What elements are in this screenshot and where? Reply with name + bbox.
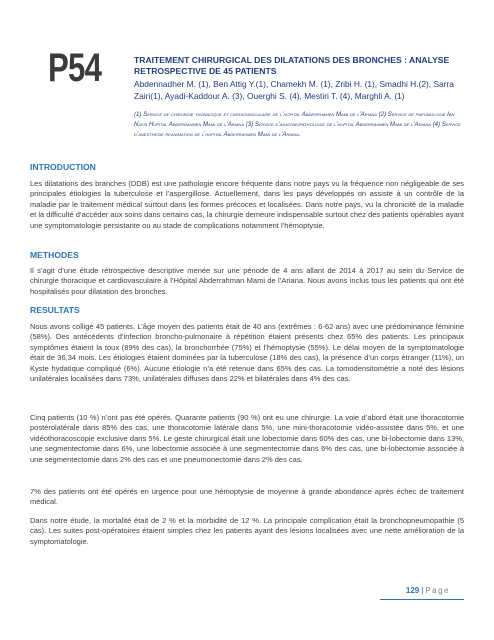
results-paragraph-4: Dans notre étude, la mortalité était de 2 % et la morbidité de 12 %. La principale complication était la bronchopneumopathie (5 cas). Les suites post-opératoires étaient simples chez les patients ayant des lésions localisées avec une nette amélioration de la symptomatologie. <box>30 516 464 546</box>
section-heading-results: RESULTATS <box>30 305 80 315</box>
introduction-paragraph: Les dilatations des branches (DDB) est une pathologie encore fréquente dans notre pays vu la fréquence non négligeable de ses principales étiologies la tuberculose et l’aspergillose. Actuellement, dans les pays développés on assiste à un contrôle de la maladie par le traitement médical surtout dans les formes précoces et localisées. Dans notre pays, vu la chronicité de la maladie et la difficulté d’accéder aux soins dans certains cas, la chirurgie demeure indispensable surtout chez des patients opérables ayant une symptomatologie persistante ou au stade de complications notamment l’hémoptysie. <box>30 179 464 230</box>
methods-paragraph: Il s’agit d’une étude rétrospective descriptive menée sur une période de 4 ans allant de 2014 à 2017 au sein du Service de chirurgie thoracique et cardiovasculaire à l’Hôpital Abderrahman Mami de l’Ariana. Nous avons inclus tous les patients qui ont été hospitalisés pour dilatation des bronches. <box>30 266 464 296</box>
section-heading-methods: METHODES <box>30 250 79 260</box>
abstract-code: P54 <box>48 46 102 90</box>
page-label: Page <box>425 586 450 595</box>
results-paragraph-3: 7% des patients ont été opérés en urgence pour une hémoptysie de moyenne à grande abondance après échec de traitement médical. <box>30 487 464 507</box>
results-paragraph-2: Cinq patients (10 %) n’ont pas été opérés. Quarante patients (90 %) ont eu une chirurgie. La voie d’abord était une thoracotomie postérolatérale dans 85% des cas, une thoracotomie latérale dans 5%, une mini-thoracotomie vidéo-assistée dans 5%, et une vidéothoracoscopie exclusive dans 5%. Le geste chirurgical était une lobectomie dans 60% des cas, une bi-lobectomie dans 13%, une segmentectomie dans 6%, une lobectomie associée à une segmentectomie dans 6% des cas, une bi-lobectomie associée à une segmentectomie dans 2% des cas et une pneumonectomie dans 2% des cas. <box>30 413 464 464</box>
footer-rule <box>380 599 464 600</box>
page-number: 129 <box>405 586 420 595</box>
page-footer <box>406 586 450 595</box>
author-list: Abdennadher M. (1), Ben Attig Y.(1), Chamekh M. (1), Zribi H. (1), Smadhi H.(2), Sarra Zairi(1), Ayadi-Kaddour A. (3), Ouerghi S. (4), Mestiri T. (4), Marghli A. (1) <box>134 79 454 101</box>
section-heading-introduction: INTRODUCTION <box>30 162 96 172</box>
affiliations: (1) Service de chirurgie thoracique et cardiovasculaire de l’hopital Abderrhamen Mami de l’Ariana (2) Service de pneumologie Ibn Nafis Hopital Abderrahmen Mami de l’Ariana (3) Service d’anatomopathologie de l’hopital Abderrahmen Mami de l’Ariana (4) Service d’anesthesie reanimation de l’hopital Abderrahmen Mami de l’Ariana. <box>134 111 461 138</box>
footer-separator: | <box>421 586 424 595</box>
abstract-title: TRAITEMENT CHIRURGICAL DES DILATATIONS DES BRONCHES : ANALYSE RETROSPECTIVE DE 45 PATIENTS <box>134 55 450 76</box>
results-paragraph-1: Nous avons colligé 45 patients. L’âge moyen des patients était de 40 ans (extrêmes : 6-62 ans) avec une prédominance féminine (58%). Des antécédents d’infection broncho-pulmonaire à répétition étaient présents chez 65% des patients. Les principaux symptômes étaient la toux (89% des cas), la bronchorrhée (75%) et l’hémoptysie (55%). Le délai moyen de la symptomatologie était de 36,34 mois. Les étiologies étaient dominées par la tuberculose (18% des cas), la présence d’un corps étranger (11%), un Kyste hydatique compliqué (6%). Aucune étiologie n’a été retenue dans 65% des cas. La tomodensitométrie a noté des lésions unilatérales localisées dans 73%, unilatérales diffuses dans 22% et bilatérales dans 4% des cas. <box>30 322 464 384</box>
